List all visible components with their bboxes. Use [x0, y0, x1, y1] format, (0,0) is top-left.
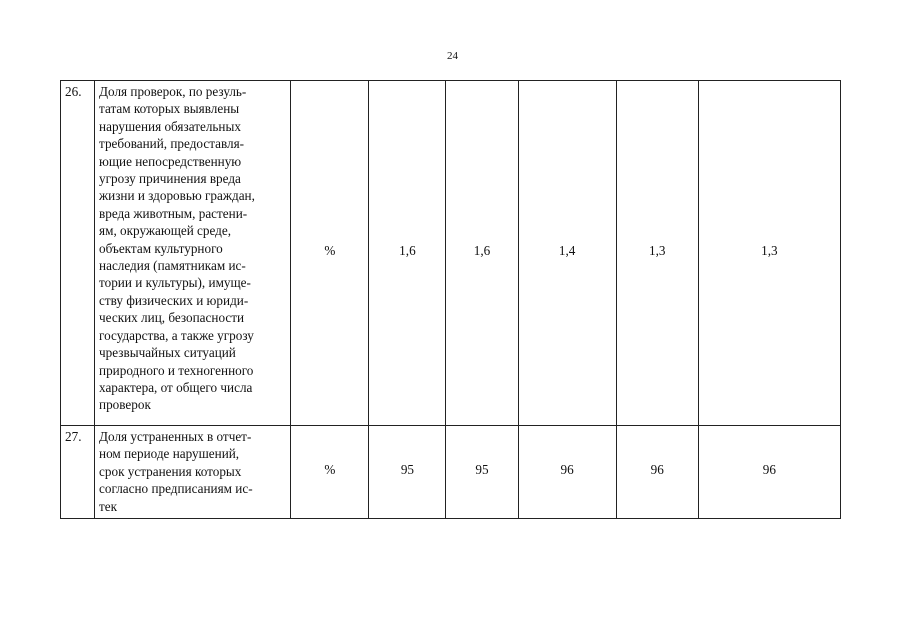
- description-line: требований, предоставля-: [99, 136, 245, 152]
- description-line: чрезвычайных ситуаций: [99, 345, 236, 361]
- description-line: срок устранения которых: [99, 463, 242, 479]
- value: 96: [650, 462, 664, 478]
- description-line: наследия (памятникам ис-: [99, 258, 246, 274]
- value: 95: [400, 462, 415, 478]
- description-line: ющие непосредственную: [99, 153, 242, 169]
- indicator-description: [95, 426, 291, 519]
- description-line: ческих лиц, безопасности: [99, 310, 245, 326]
- description-line: Доля устраненных в отчет-: [99, 429, 252, 444]
- value: 1,3: [761, 243, 778, 259]
- value-cell: [616, 426, 698, 519]
- unit-value: %: [324, 462, 336, 478]
- description-line: объектам культурного: [99, 240, 223, 256]
- table-row: [61, 426, 841, 519]
- description-line: нарушения обязательных: [99, 118, 241, 134]
- description-line: ству физических и юриди-: [99, 292, 249, 308]
- value: 96: [762, 462, 776, 478]
- description-line: угрозу причинения вреда: [99, 171, 241, 187]
- table-row: [61, 81, 841, 426]
- description-line: проверок: [99, 397, 151, 413]
- description-line: природного и техногенного: [99, 362, 254, 378]
- value-cell: [369, 81, 446, 426]
- value-cell: [446, 81, 518, 426]
- description-line: ном периоде нарушений,: [99, 446, 240, 462]
- value-cell: [518, 426, 616, 519]
- value: 95: [475, 462, 489, 478]
- value-cell: [698, 426, 840, 519]
- description-line: жизни и здоровью граждан,: [99, 188, 255, 204]
- value: 1,4: [558, 243, 576, 259]
- indicator-description: [95, 81, 291, 426]
- description-line: татам которых выявлены: [99, 101, 240, 117]
- value-cell: [518, 81, 616, 426]
- indicators-table: [60, 80, 841, 519]
- description-line: согласно предписаниям ис-: [99, 481, 253, 497]
- unit-value: %: [324, 243, 336, 259]
- description-line: государства, а также угрозу: [99, 327, 254, 343]
- value: 96: [560, 462, 574, 478]
- row-number: 27.: [61, 426, 95, 519]
- value: 1,6: [399, 243, 416, 259]
- unit-cell: [291, 81, 369, 426]
- value-cell: [698, 81, 840, 426]
- value: 1,6: [473, 243, 491, 259]
- value: 1,3: [648, 243, 666, 259]
- page-number: 24: [447, 50, 458, 62]
- value-cell: [446, 426, 518, 519]
- description-line: ям, окружающей среде,: [99, 223, 232, 239]
- row-number: 26.: [61, 81, 95, 426]
- description-line: тории и культуры), имуще-: [99, 275, 251, 291]
- description-line: вреда животным, растени-: [99, 205, 248, 221]
- unit-cell: [291, 426, 369, 519]
- value-cell: [369, 426, 446, 519]
- description-line: Доля проверок, по резуль-: [99, 84, 247, 99]
- value-cell: [616, 81, 698, 426]
- description-line: тек: [99, 498, 118, 514]
- description-line: характера, от общего числа: [99, 379, 253, 395]
